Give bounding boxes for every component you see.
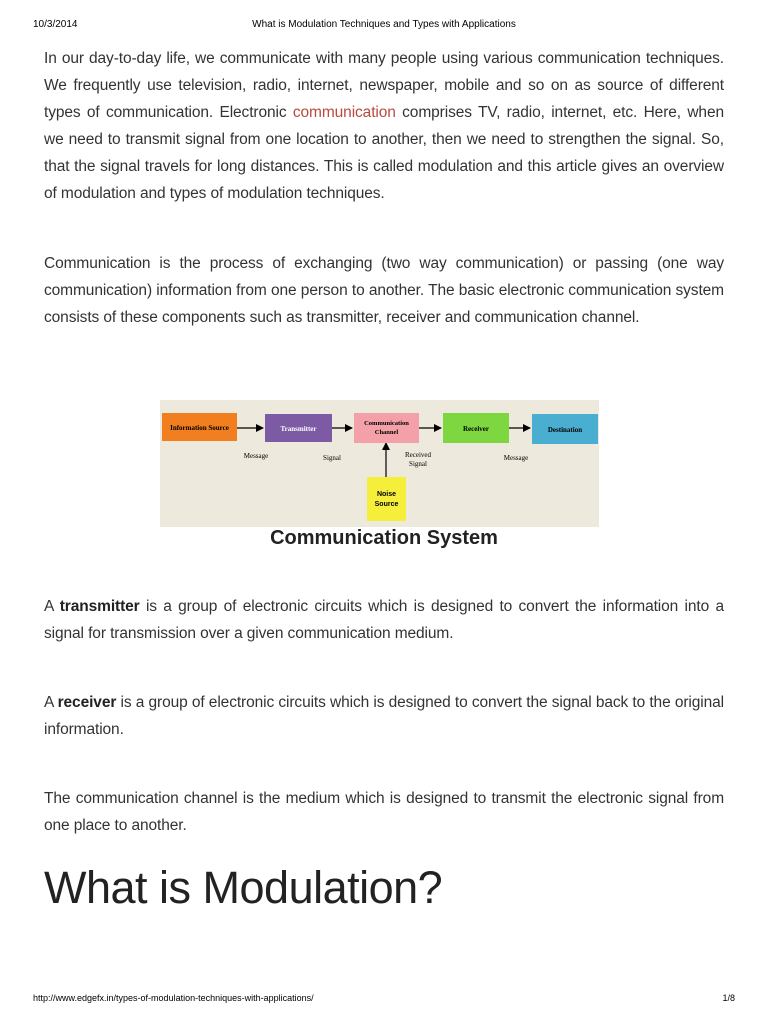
label-transmitter: Transmitter: [280, 425, 317, 433]
label-channel-line1: Communication: [364, 420, 409, 427]
transmitter-definition: is a group of electronic circuits which is designed to convert the information into a signal for transmission over a given communication medium.: [44, 598, 724, 642]
figure-caption: Communication System: [270, 527, 498, 549]
transmitter-prefix: A: [44, 598, 60, 615]
label-channel-line2: Channel: [374, 429, 399, 436]
label-noise-line2: Source: [374, 501, 399, 508]
print-date: 10/3/2014: [33, 19, 78, 30]
transmitter-paragraph: [44, 593, 724, 647]
receiver-paragraph: [44, 689, 724, 743]
label-information-source: Information Source: [170, 424, 229, 432]
article-body-lower: [44, 593, 724, 839]
channel-paragraph: The communication channel is the medium which is designed to transmit the electronic signal from one place to another.: [44, 790, 724, 834]
print-url: http://www.edgefx.in/types-of-modulation-techniques-with-applications/: [33, 993, 314, 1003]
label-received-line1: Received: [404, 451, 432, 459]
receiver-definition: is a group of electronic circuits which is designed to convert the signal back to the original information.: [44, 694, 724, 738]
block-destination: [532, 414, 598, 444]
print-footer: [0, 992, 768, 1012]
intro-text-b: comprises TV, radio, internet, etc. Here, when we need to transmit signal from one location to another, then we need to strengthen the signal. So, that the signal travels for long distances. This is called modulation and this article gives an overview of modulation and types of modulation techniques.: [44, 104, 724, 202]
transmitter-term: transmitter: [59, 598, 140, 615]
label-signal: Signal: [323, 454, 341, 462]
communication-link[interactable]: communication: [292, 104, 396, 121]
receiver-term: receiver: [57, 694, 117, 711]
intro-text-a: In our day-to-day life, we communicate with many people using various communication techniques. We frequently use television, radio, internet, newspaper, mobile and so on as source of different types of communication. Electronic: [44, 50, 724, 121]
print-page-number: 1/8: [722, 993, 735, 1003]
print-page-title: What is Modulation Techniques and Types with Applications: [252, 19, 516, 30]
block-noise-source: [367, 477, 406, 521]
section-heading: What is Modulation?: [44, 862, 443, 913]
label-destination: Destination: [547, 426, 583, 434]
label-message-1: Message: [243, 452, 269, 460]
block-communication-channel: [354, 413, 419, 443]
article-body: [44, 45, 724, 331]
receiver-prefix: A: [44, 694, 58, 711]
diagram-svg: [160, 400, 599, 527]
label-received-line2: Signal: [409, 460, 427, 468]
label-receiver: Receiver: [462, 425, 490, 433]
block-transmitter: [265, 414, 332, 442]
label-message-2: Message: [503, 454, 529, 462]
communication-system-diagram: [160, 400, 599, 527]
print-header: [0, 0, 768, 40]
label-noise-line1: Noise: [376, 491, 397, 498]
intro-paragraph: [44, 45, 724, 207]
block-information-source: [162, 413, 237, 441]
communication-paragraph: Communication is the process of exchanging (two way communication) or passing (one way communication) information from one person to another. The basic electronic communication system consists of these components such as transmitter, receiver and communication channel.: [44, 255, 724, 326]
block-receiver: [443, 413, 509, 443]
